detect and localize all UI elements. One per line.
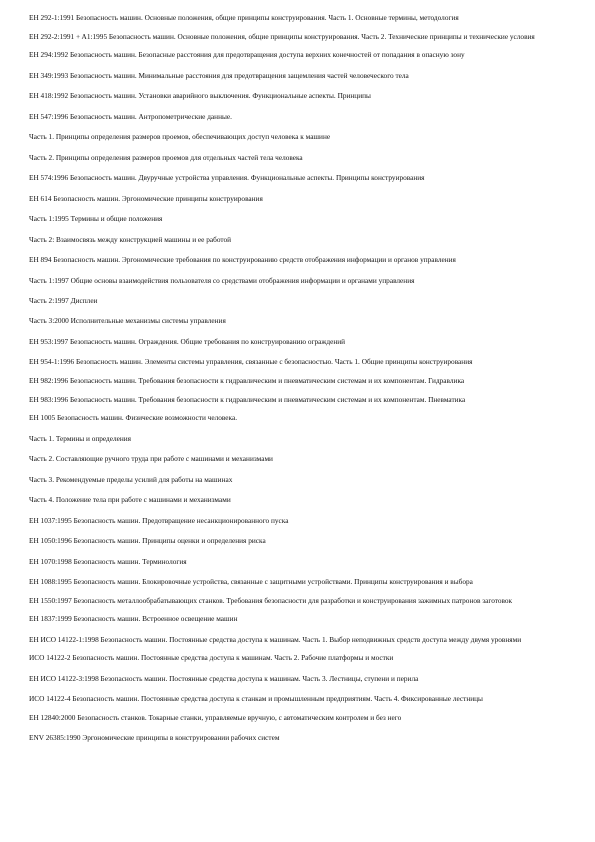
list-item: EH 982:1996 Безопасность машин. Требования безопасности к гидравлическим и пневматическим системам и их компонентам. Гидравлика xyxy=(29,376,465,386)
list-item: EH 292-2:1991 + A1:1995 Безопасность машин. Основные положения, общие принципы конструирования. Часть 2. Технические принципы и технические условия xyxy=(29,31,535,41)
list-item: Часть 1:1995 Термины и общие положения xyxy=(29,214,163,224)
list-item: Часть 2:1997 Дисплеи xyxy=(29,296,98,305)
list-item: ИСО 14122-4 Безопасность машин. Постоянные средства доступа к станкам и промышленным предприятиям. Часть 4. Фиксированные лестницы xyxy=(29,694,483,704)
list-item: Часть 2. Составляющие ручного труда при работе с машинами и механизмами xyxy=(29,454,273,464)
list-item: EH 294:1992 Безопасность машин. Безопасные расстояния для предотвращения доступа верхних конечностей от попадания в опасную зону xyxy=(29,50,465,60)
list-item: EH 983:1996 Безопасность машин. Требования безопасности к гидравлическим и пневматическим системам и их компонентам. Пневматика xyxy=(29,394,466,404)
list-item: EH 574:1996 Безопасность машин. Двуручные устройства управления. Функциональные аспекты. Принципы конструирования xyxy=(29,173,425,183)
list-item: Часть 2: Взаимосвязь между конструкцией машины и ее работой xyxy=(29,234,232,244)
list-item: EH 1837:1999 Безопасность машин. Встроенное освещение машин xyxy=(29,614,238,624)
list-item: EH 614 Безопасность машин. Эргономические принципы конструирования xyxy=(29,193,263,203)
list-item: EH 547:1996 Безопасность машин. Антропометрические данные. xyxy=(29,111,232,121)
list-item: ИСО 14122-2 Безопасность машин. Постоянные средства доступа к машинам. Часть 2. Рабочие платформы и мостки xyxy=(29,653,394,663)
list-item: Часть 3. Рекомендуемые пределы усилий для работы на машинах xyxy=(29,474,233,484)
list-item: EH 1550:1997 Безопасность металлообрабатывающих станков. Требования безопасности для разработки и конструирования зажимных патронов заготовок xyxy=(29,595,513,605)
list-item: EH 954-1:1996 Безопасность машин. Элементы системы управления, связанные с безопасностью. Часть 1. Общие принципы конструирования xyxy=(29,357,473,367)
list-item: Часть 2. Принципы определения размеров проемов для отдельных частей тела человека xyxy=(29,152,303,162)
list-item: EH 292-1:1991 Безопасность машин. Основные положения, общие принципы конструирования. Часть 1. Основные термины, методология xyxy=(29,13,459,22)
list-item: EH 1050:1996 Безопасность машин. Принципы оценки и определения риска xyxy=(29,536,266,546)
list-item: EH 894 Безопасность машин. Эргономические требования по конструированию средств отображения информации и органов управления xyxy=(29,255,456,265)
list-item: ENV 26385:1990 Эргономические принципы в конструировании рабочих систем xyxy=(29,733,280,743)
list-item: EH 1088:1995 Безопасность машин. Блокировочные устройства, связанные с защитными устройствами. Принципы конструирования и выбора xyxy=(29,577,473,587)
list-item: Часть 3:2000 Исполнительные механизмы системы управления xyxy=(29,316,226,326)
list-item: Часть 1:1997 Общие основы взаимодействия пользователя со средствами отображения информации и органами управления xyxy=(29,275,415,285)
list-item: EH 349:1993 Безопасность машин. Минимальные расстояния для предотвращения защемления частей человеческого тела xyxy=(29,70,409,80)
standards-list xyxy=(29,14,569,755)
list-item: EH ИСО 14122-3:1998 Безопасность машин. Постоянные средства доступа к машинам. Часть 3. Лестницы, ступени и перила xyxy=(29,673,419,683)
list-item: EH 418:1992 Безопасность машин. Установки аварийного выключения. Функциональные аспекты. Принципы xyxy=(29,91,371,101)
list-item: EH 953:1997 Безопасность машин. Ограждения. Общие требования по конструированию ограждений xyxy=(29,336,346,346)
list-item: EH 1037:1995 Безопасность машин. Предотвращение несанкционированного пуска xyxy=(29,515,289,525)
list-item: EH 1070:1998 Безопасность машин. Терминология xyxy=(29,556,187,566)
list-item: EH 1005 Безопасность машин. Физические возможности человека. xyxy=(29,413,238,423)
list-item: EH 12840:2000 Безопасность станков. Токарные станки, управляемые вручную, с автоматическим контролем и без него xyxy=(29,712,402,722)
list-item: Часть 1. Принципы определения размеров проемов, обеспечивающих доступ человека к машине xyxy=(29,132,331,142)
list-item: EH ИСО 14122-1:1998 Безопасность машин. Постоянные средства доступа к машинам. Часть 1. Выбор неподвижных средств доступа между двумя уровнями xyxy=(29,634,522,644)
list-item: Часть 4. Положение тела при работе с машинами и механизмами xyxy=(29,495,231,505)
list-item: Часть 1. Термины и определения xyxy=(29,433,132,443)
